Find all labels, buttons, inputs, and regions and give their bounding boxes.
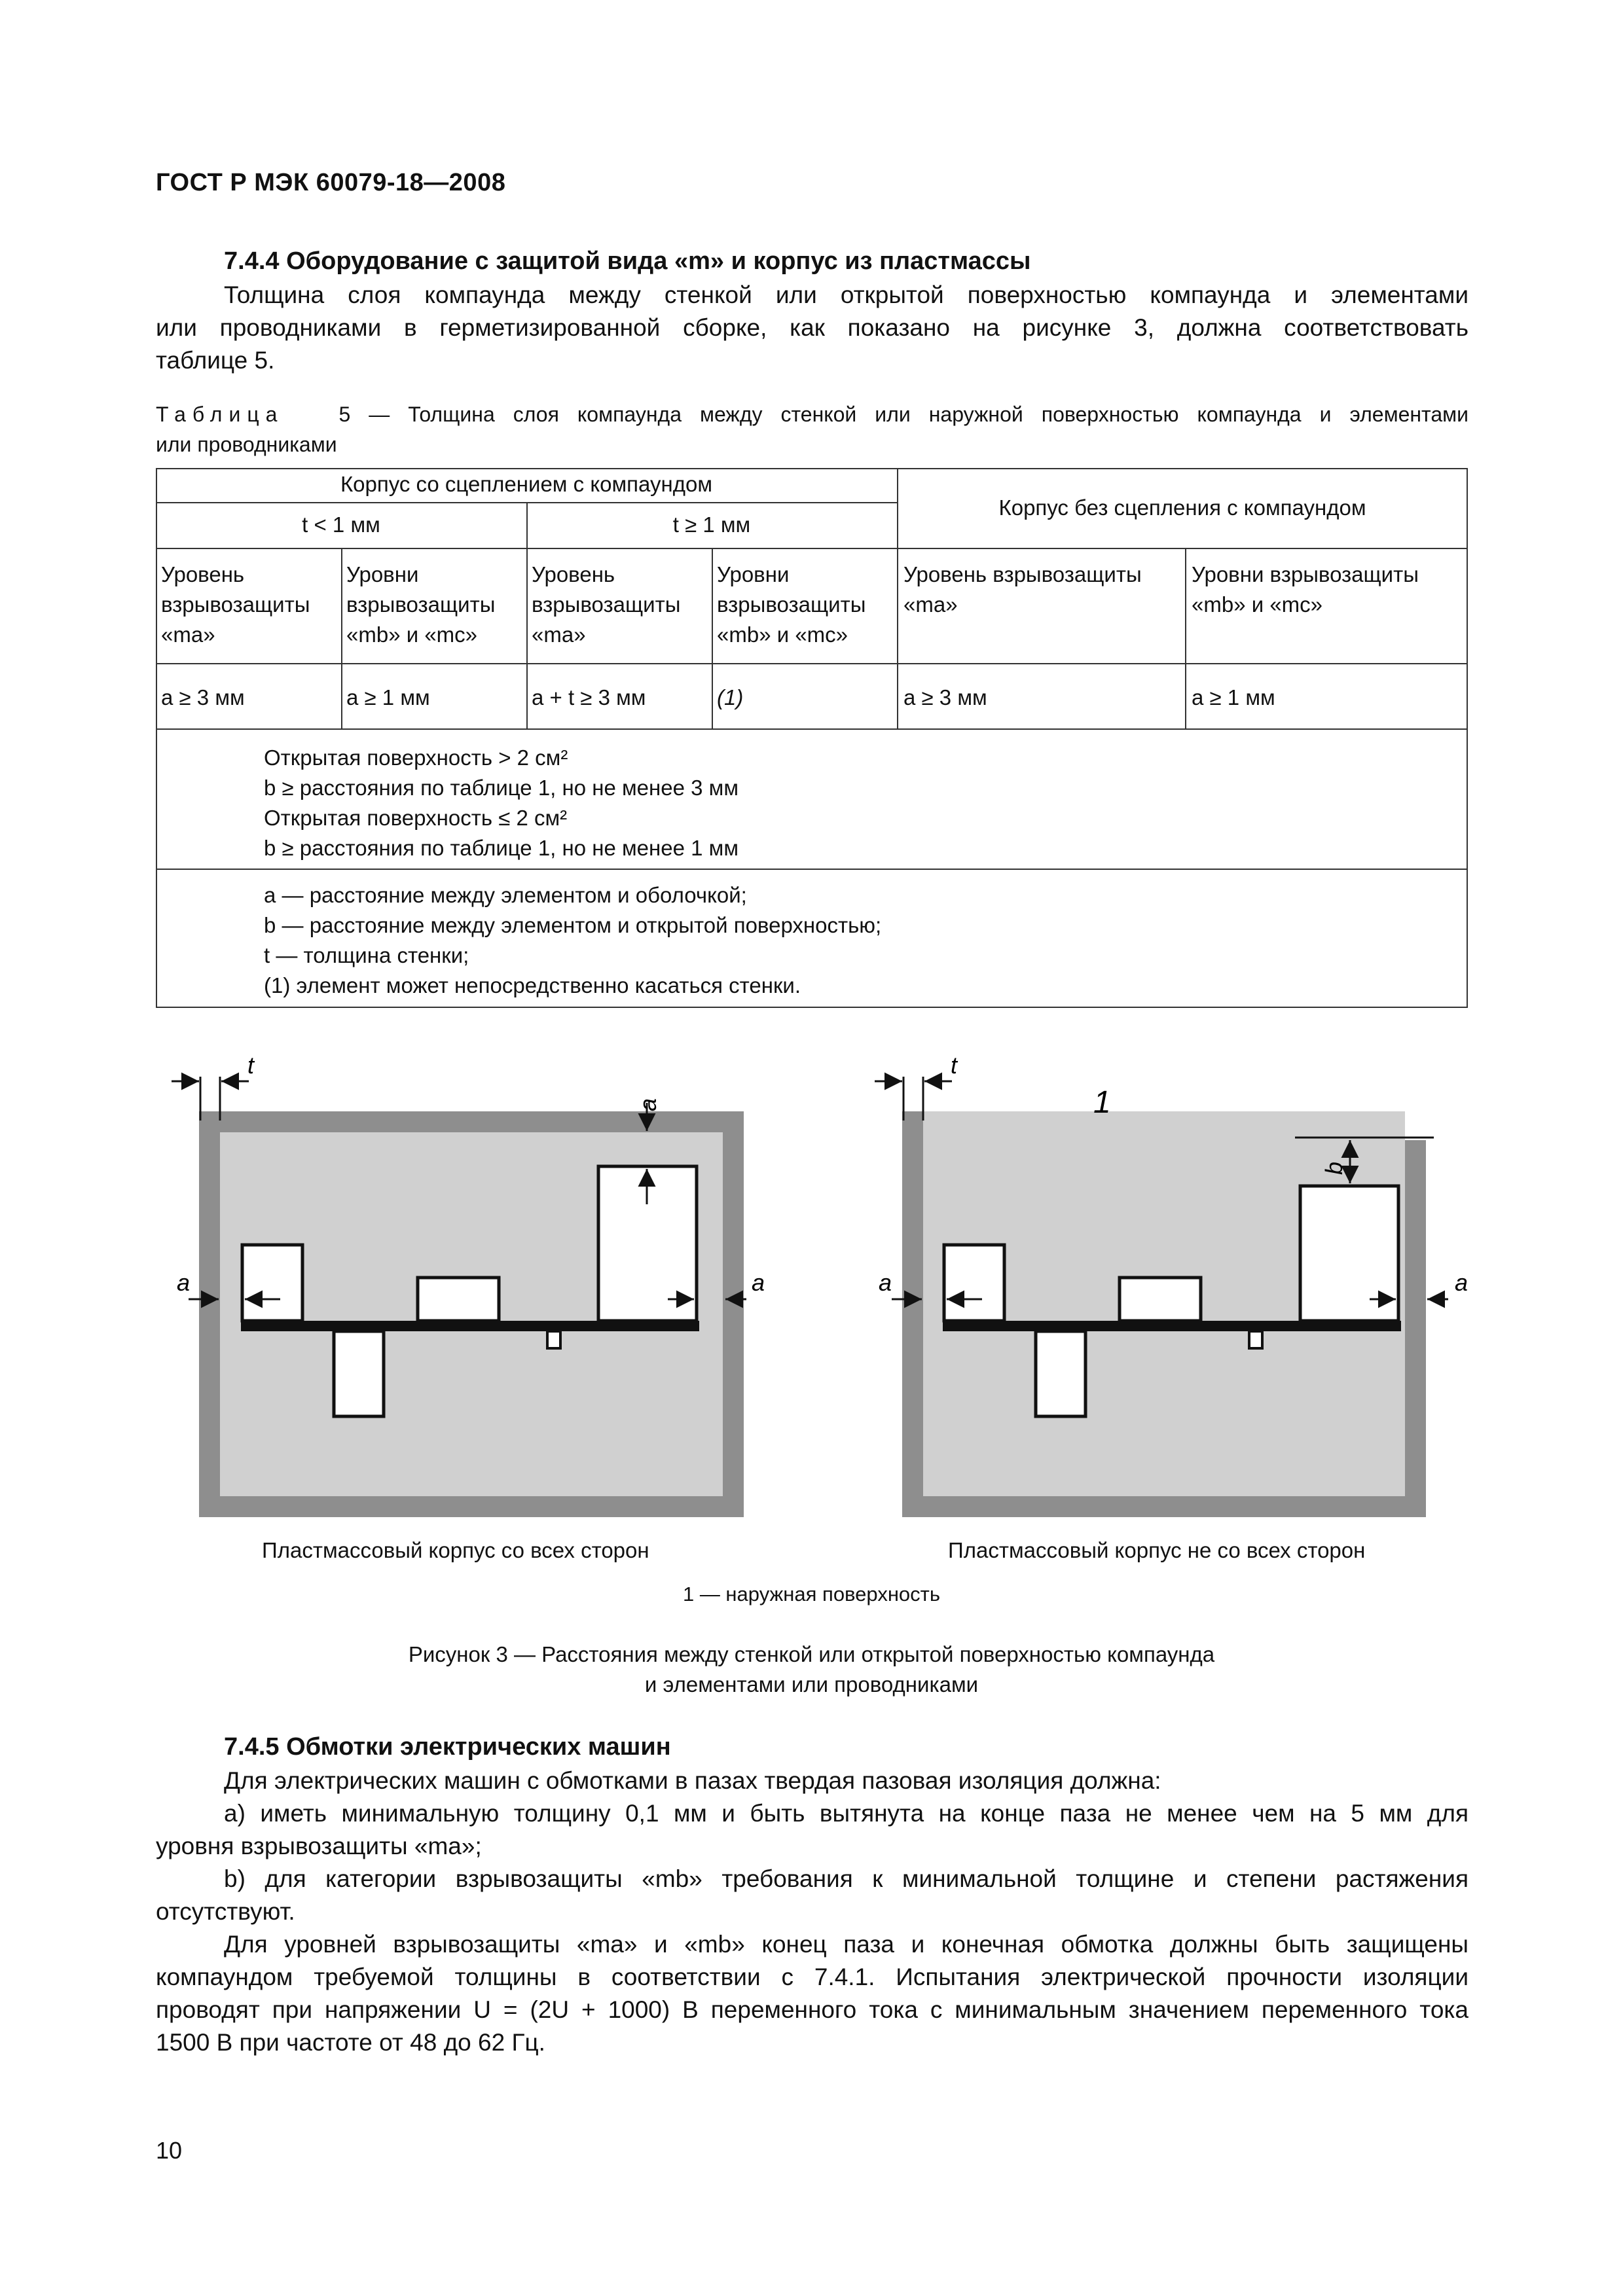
table-legend — [264, 880, 881, 1001]
label-a: a — [879, 1269, 892, 1296]
table-caption — [156, 399, 1468, 459]
page-number: 10 — [156, 2137, 183, 2164]
component — [1300, 1186, 1398, 1321]
section-745-body — [156, 1765, 1468, 2059]
level-cell: Уровни взрывозащиты «mb» и «mc» — [717, 562, 866, 647]
header-t-less: t < 1 мм — [302, 512, 380, 537]
label-a: a — [634, 1098, 661, 1111]
component — [1036, 1331, 1085, 1416]
label-t: t — [951, 1052, 958, 1079]
level-cell: Уровни взрывозащиты «mb» и «mc» — [1192, 562, 1419, 617]
component — [1120, 1278, 1201, 1321]
header-bonded: Корпус со сцеплением с компаундом — [340, 472, 713, 496]
paragraph-line: уровня взрывозащиты «ma»; — [156, 1833, 482, 1859]
legend-line: a — расстояние между элементом и оболочкой; — [264, 883, 747, 907]
open-surface-line: b ≥ расстояния по таблице 1, но не менее 3 мм — [264, 776, 739, 800]
table-rule — [341, 548, 342, 728]
value-cell: a ≥ 1 мм — [346, 685, 430, 709]
figure-caption-line: и элементами или проводниками — [644, 1672, 979, 1696]
figure-caption — [0, 1640, 1623, 1700]
diagram-left — [172, 1052, 765, 1517]
label-a: a — [1455, 1269, 1468, 1296]
table-rule — [156, 869, 1468, 870]
table-rule — [156, 548, 1468, 549]
standard-title: ГОСТ Р МЭК 60079-18—2008 — [156, 169, 506, 196]
section-744-paragraph — [156, 279, 1468, 377]
paragraph-line: 1500 В при частоте от 48 до 62 Гц. — [156, 2029, 545, 2056]
open-surface-line: Открытая поверхность > 2 см² — [264, 745, 568, 770]
paragraph-line: a) иметь минимальную толщину 0,1 мм и быть вытянута на конце паза не менее чем на 5 мм для — [224, 1800, 1468, 1827]
component — [242, 1245, 302, 1321]
label-b: b — [1321, 1161, 1347, 1175]
value-cell: a + t ≥ 3 мм — [532, 685, 646, 709]
header-unbonded: Корпус без сцепления с компаундом — [998, 495, 1366, 520]
label-a: a — [752, 1269, 765, 1296]
level-cell: Уровни взрывозащиты «mb» и «mc» — [346, 562, 496, 647]
level-cell: Уровень взрывозащиты «ma» — [161, 562, 310, 647]
component — [1249, 1331, 1262, 1348]
component — [418, 1278, 499, 1321]
level-cell: Уровень взрывозащиты «ma» — [532, 562, 681, 647]
paragraph-line: отсутствуют. — [156, 1898, 295, 1925]
label-t: t — [247, 1052, 255, 1079]
diagram-right — [875, 1052, 1468, 1517]
table-rule — [156, 728, 1468, 730]
component — [547, 1331, 560, 1348]
left-diagram-caption: Пластмассовый корпус со всех сторон — [262, 1538, 649, 1562]
paragraph-line: таблице 5. — [156, 347, 275, 374]
value-cell: a ≥ 3 мм — [903, 685, 987, 709]
figure-caption-line: Рисунок 3 — Расстояния между стенкой или открытой поверхностью компаунда — [408, 1642, 1215, 1666]
table-caption-text: 5 — Толщина слоя компаунда между стенкой или наружной поверхностью компаунда и элементами — [338, 403, 1469, 426]
table-caption-text-2: или проводниками — [156, 433, 337, 456]
header-t-geq: t ≥ 1 мм — [672, 512, 751, 537]
legend-line: t — толщина стенки; — [264, 943, 469, 967]
right-diagram-caption: Пластмассовый корпус не со всех сторон — [948, 1538, 1366, 1562]
label-outer-surface: 1 — [1093, 1085, 1111, 1120]
value-cell: a ≥ 1 мм — [1192, 685, 1275, 709]
paragraph-line: Для электрических машин с обмотками в пазах твердая пазовая изоляция должна: — [224, 1767, 1161, 1794]
value-cell: a ≥ 3 мм — [161, 685, 245, 709]
table-5 — [156, 468, 1468, 1008]
component — [944, 1245, 1004, 1321]
paragraph-line: компаундом требуемой толщины в соответствии с 7.4.1. Испытания электрической прочности изоляции — [156, 1964, 1468, 1990]
section-744-heading: 7.4.4 Оборудование с защитой вида «m» и корпус из пластмассы — [224, 247, 1031, 275]
label-a: a — [177, 1269, 191, 1296]
component — [334, 1331, 384, 1416]
table-rule — [712, 548, 713, 728]
table-rule — [156, 663, 1468, 664]
table-rule — [1185, 548, 1186, 728]
value-cell: (1) — [717, 685, 744, 709]
paragraph-line: Толщина слоя компаунда между стенкой или открытой поверхностью компаунда и элементами — [224, 281, 1468, 308]
table-caption-label: Таблица — [156, 403, 284, 426]
figure-3 — [151, 1041, 1480, 1564]
open-surface-line: b ≥ расстояния по таблице 1, но не менее 1 мм — [264, 836, 739, 860]
paragraph-line: b) для категории взрывозащиты «mb» требования к минимальной толщине и степени растяжения — [224, 1865, 1468, 1892]
figure-legend: 1 — наружная поверхность — [682, 1583, 941, 1605]
open-surface-notes — [264, 743, 739, 863]
section-745-heading: 7.4.5 Обмотки электрических машин — [224, 1733, 671, 1761]
legend-line: b — расстояние между элементом и открытой поверхностью; — [264, 913, 882, 937]
paragraph-line: или проводниками в герметизированной сборке, как показано на рисунке 3, должна соответствовать — [156, 314, 1468, 341]
paragraph-line: проводят при напряжении U = (2U + 1000) В переменного тока с минимальным значением переменного тока — [156, 1996, 1468, 2023]
level-cell: Уровень взрывозащиты «ma» — [903, 562, 1142, 617]
legend-line: (1) элемент может непосредственно касаться стенки. — [264, 973, 801, 997]
open-surface-line: Открытая поверхность ≤ 2 см² — [264, 806, 568, 830]
paragraph-line: Для уровней взрывозащиты «ma» и «mb» конец паза и конечная обмотка должны быть защищены — [224, 1931, 1468, 1958]
